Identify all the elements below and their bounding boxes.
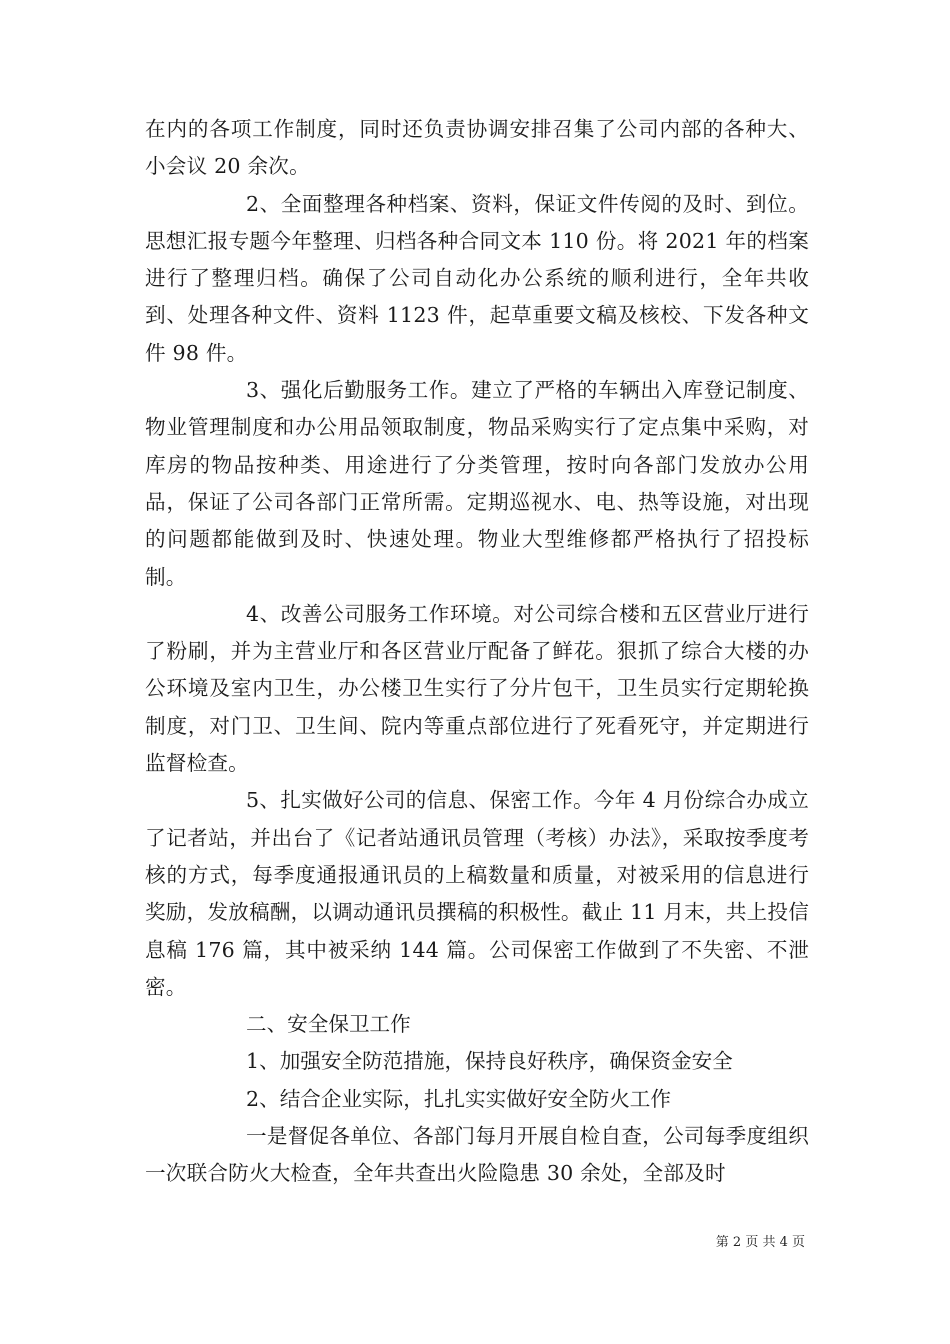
paragraph-continuation: 在内的各项工作制度，同时还负责协调安排召集了公司内部的各种大、小会议 20 余次。 bbox=[145, 117, 809, 179]
page-number: 第 2 页 共 4 页 bbox=[715, 1235, 805, 1250]
paragraph-fire-inspection: 一是督促各单位、各部门每月开展自检自查，公司每季度组织一次联合防火大检查，全年共查出火险隐患 30 余处，全部及时 bbox=[145, 1124, 809, 1186]
list-item: 1、加强安全防范措施，保持良好秩序，确保资金安全 bbox=[246, 1049, 733, 1074]
document-body bbox=[145, 111, 809, 1193]
paragraph-information: 5、扎实做好公司的信息、保密工作。今年 4 月份综合办成立了记者站，并出台了《记者站通讯员管理（考核）办法》，采取按季度考核的方式，每季度通报通讯员的上稿数量和质量，对被采用的信息进行奖励，发放稿酬，以调动通讯员撰稿的积极性。截止 11 月末，共上投信息稿 176 篇，其中被采纳 144 篇。公司保密工作做到了不失密、不泄密。 bbox=[145, 788, 809, 999]
paragraph-logistics: 3、强化后勤服务工作。建立了严格的车辆出入库登记制度、物业管理制度和办公用品领取制度，物品采购实行了定点集中采购，对库房的物品按种类、用途进行了分类管理，按时向各部门发放办公用品，保证了公司各部门正常所需。定期巡视水、电、热等设施，对出现的问题都能做到及时、快速处理。物业大型维修都严格执行了招投标制。 bbox=[145, 378, 809, 589]
paragraph-environment: 4、改善公司服务工作环境。对公司综合楼和五区营业厅进行了粉刷，并为主营业厅和各区营业厅配备了鲜花。狠抓了综合大楼的办公环境及室内卫生，办公楼卫生实行了分片包干，卫生员实行定期轮换制度，对门卫、卫生间、院内等重点部位进行了死看死守，并定期进行监督检查。 bbox=[145, 601, 809, 776]
section-heading: 二、安全保卫工作 bbox=[246, 1012, 411, 1037]
list-item: 2、结合企业实际，扎扎实实做好安全防火工作 bbox=[246, 1086, 671, 1111]
paragraph-archives: 2、全面整理各种档案、资料，保证文件传阅的及时、到位。思想汇报专题今年整理、归档各种合同文本 110 份。将 2021 年的档案进行了整理归档。确保了公司自动化办公系统的顺利进行，全年共收到、处理各种文件、资料 1123 件，起草重要文稿及核校、下发各种文件 98 件。 bbox=[145, 191, 809, 365]
